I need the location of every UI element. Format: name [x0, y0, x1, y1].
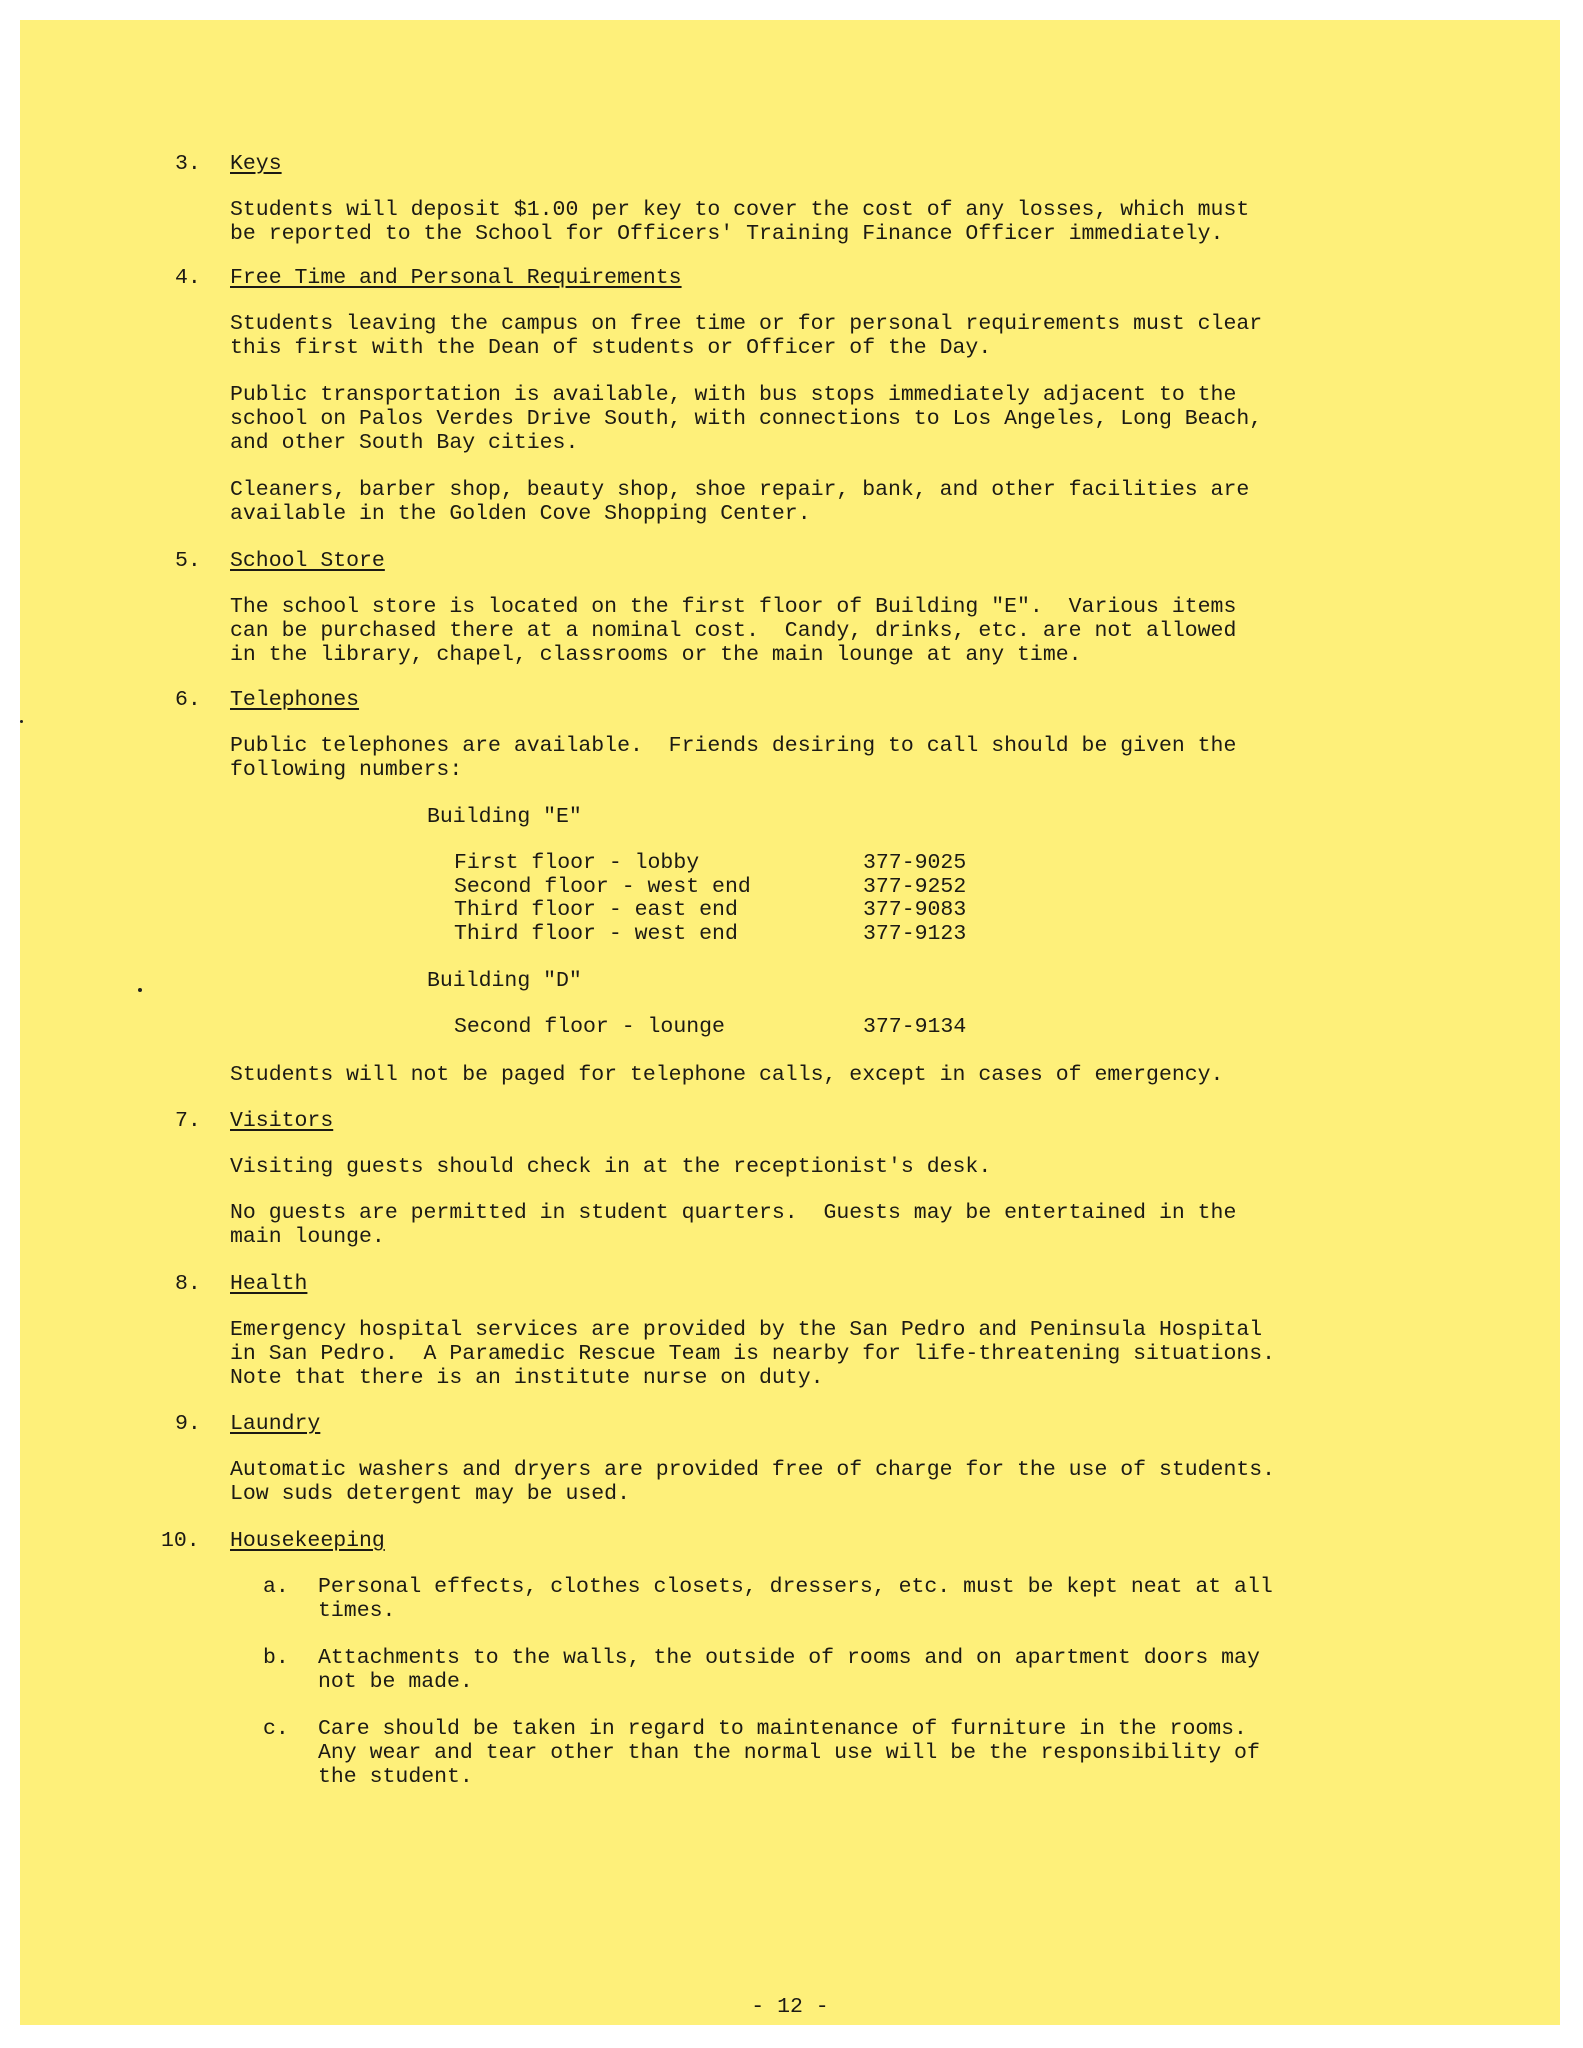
- list-item-label: b.: [263, 1646, 289, 1670]
- building-heading: Building "E": [427, 805, 582, 829]
- section-title-health: Health: [230, 1272, 308, 1296]
- text-line: be reported to the School for Officers' Training Finance Officer immediately.: [230, 222, 1224, 246]
- phone-number: 377-9123: [863, 922, 967, 946]
- phone-number: 377-9134: [863, 1015, 967, 1039]
- text-line: Low suds detergent may be used.: [230, 1482, 630, 1506]
- text-line: in San Pedro. A Paramedic Rescue Team is nearby for life-threatening situations.: [230, 1342, 1276, 1366]
- scan-speck: [138, 988, 142, 992]
- section-number: 10.: [161, 1529, 200, 1553]
- text-line: Students will deposit $1.00 per key to cover the cost of any losses, which must: [230, 198, 1250, 222]
- text-line: school on Palos Verdes Drive South, with connections to Los Angeles, Long Beach,: [230, 407, 1263, 431]
- list-item-label: c.: [263, 1717, 289, 1741]
- paragraph: [230, 478, 1249, 526]
- phone-location: Third floor - west end: [454, 922, 738, 946]
- phone-number: 377-9252: [863, 875, 967, 899]
- section-number: 6.: [175, 688, 201, 712]
- phone-number: 377-9083: [863, 898, 967, 922]
- text-line: Personal effects, clothes closets, dressers, etc. must be kept neat at all: [318, 1575, 1273, 1599]
- section-title-school-store: School Store: [230, 549, 385, 573]
- text-line: Attachments to the walls, the outside of rooms and on apartment doors may: [318, 1646, 1260, 1670]
- section-title-free-time: Free Time and Personal Requirements: [230, 266, 682, 290]
- text-line: Public telephones are available. Friends desiring to call should be given the: [230, 734, 1237, 758]
- text-line: Any wear and tear other than the normal use will be the responsibility of: [318, 1741, 1260, 1765]
- text-line: and other South Bay cities.: [230, 431, 579, 455]
- section-title-keys: Keys: [230, 152, 282, 176]
- document-page: [20, 20, 1560, 2025]
- section-title-telephones: Telephones: [230, 688, 360, 712]
- text-line: following numbers:: [230, 758, 463, 782]
- list-item: [318, 1575, 1273, 1623]
- section-number: 7.: [175, 1109, 201, 1133]
- section-number: 8.: [175, 1272, 201, 1296]
- list-item: [318, 1646, 1260, 1694]
- phone-location: Second floor - west end: [454, 875, 751, 899]
- text-line: Emergency hospital services are provided by the San Pedro and Peninsula Hospital: [230, 1318, 1263, 1342]
- phone-location: Third floor - east end: [454, 898, 738, 922]
- list-item-label: a.: [263, 1575, 289, 1599]
- section-number: 3.: [175, 152, 201, 176]
- text-line: available in the Golden Cove Shopping Center.: [230, 502, 811, 526]
- text-line: in the library, chapel, classrooms or the main lounge at any time.: [230, 643, 1082, 667]
- paragraph: [230, 1201, 1236, 1249]
- section-title-visitors: Visitors: [230, 1109, 334, 1133]
- text-line: Note that there is an institute nurse on duty.: [230, 1366, 824, 1390]
- text-line: the student.: [318, 1765, 473, 1789]
- paragraph: [230, 734, 1236, 782]
- text-line: not be made.: [318, 1670, 473, 1694]
- list-item: [318, 1717, 1260, 1789]
- scan-speck: [20, 720, 23, 723]
- paragraph: [230, 595, 1236, 667]
- text-line: Cleaners, barber shop, beauty shop, shoe repair, bank, and other facilities are: [230, 478, 1250, 502]
- text-line: Public transportation is available, with bus stops immediately adjacent to the: [230, 383, 1237, 407]
- building-heading: Building "D": [427, 969, 582, 993]
- paragraph: [230, 1155, 991, 1179]
- text-line: this first with the Dean of students or Officer of the Day.: [230, 336, 992, 360]
- paragraph: [230, 312, 1262, 360]
- paragraph: [230, 1318, 1275, 1390]
- paragraph: [230, 1458, 1275, 1506]
- text-line: The school store is located on the first floor of Building "E". Various items: [230, 595, 1237, 619]
- text-line: can be purchased there at a nominal cost. Candy, drinks, etc. are not allowed: [230, 619, 1237, 643]
- section-number: 9.: [175, 1412, 201, 1436]
- page-number: - 12 -: [751, 1995, 829, 2019]
- text-line: main lounge.: [230, 1225, 385, 1249]
- phone-location: First floor - lobby: [454, 851, 700, 875]
- text-line: times.: [318, 1599, 396, 1623]
- text-line: Automatic washers and dryers are provided free of charge for the use of students.: [230, 1458, 1276, 1482]
- section-number: 5.: [175, 549, 201, 573]
- text-line: Care should be taken in regard to maintenance of furniture in the rooms.: [318, 1717, 1247, 1741]
- section-title-laundry: Laundry: [230, 1412, 321, 1436]
- section-number: 4.: [175, 266, 201, 290]
- text-line: Visiting guests should check in at the receptionist's desk.: [230, 1155, 992, 1179]
- text-line: No guests are permitted in student quarters. Guests may be entertained in the: [230, 1201, 1237, 1225]
- phone-location: Second floor - lounge: [454, 1015, 725, 1039]
- phone-number: 377-9025: [863, 851, 967, 875]
- section-title-housekeeping: Housekeeping: [230, 1529, 385, 1553]
- paragraph: [230, 383, 1262, 455]
- paragraph-keys: [230, 198, 1249, 246]
- text-line: Students leaving the campus on free time or for personal requirements must clear: [230, 312, 1263, 336]
- telephone-note: Students will not be paged for telephone calls, except in cases of emergency.: [230, 1063, 1224, 1087]
